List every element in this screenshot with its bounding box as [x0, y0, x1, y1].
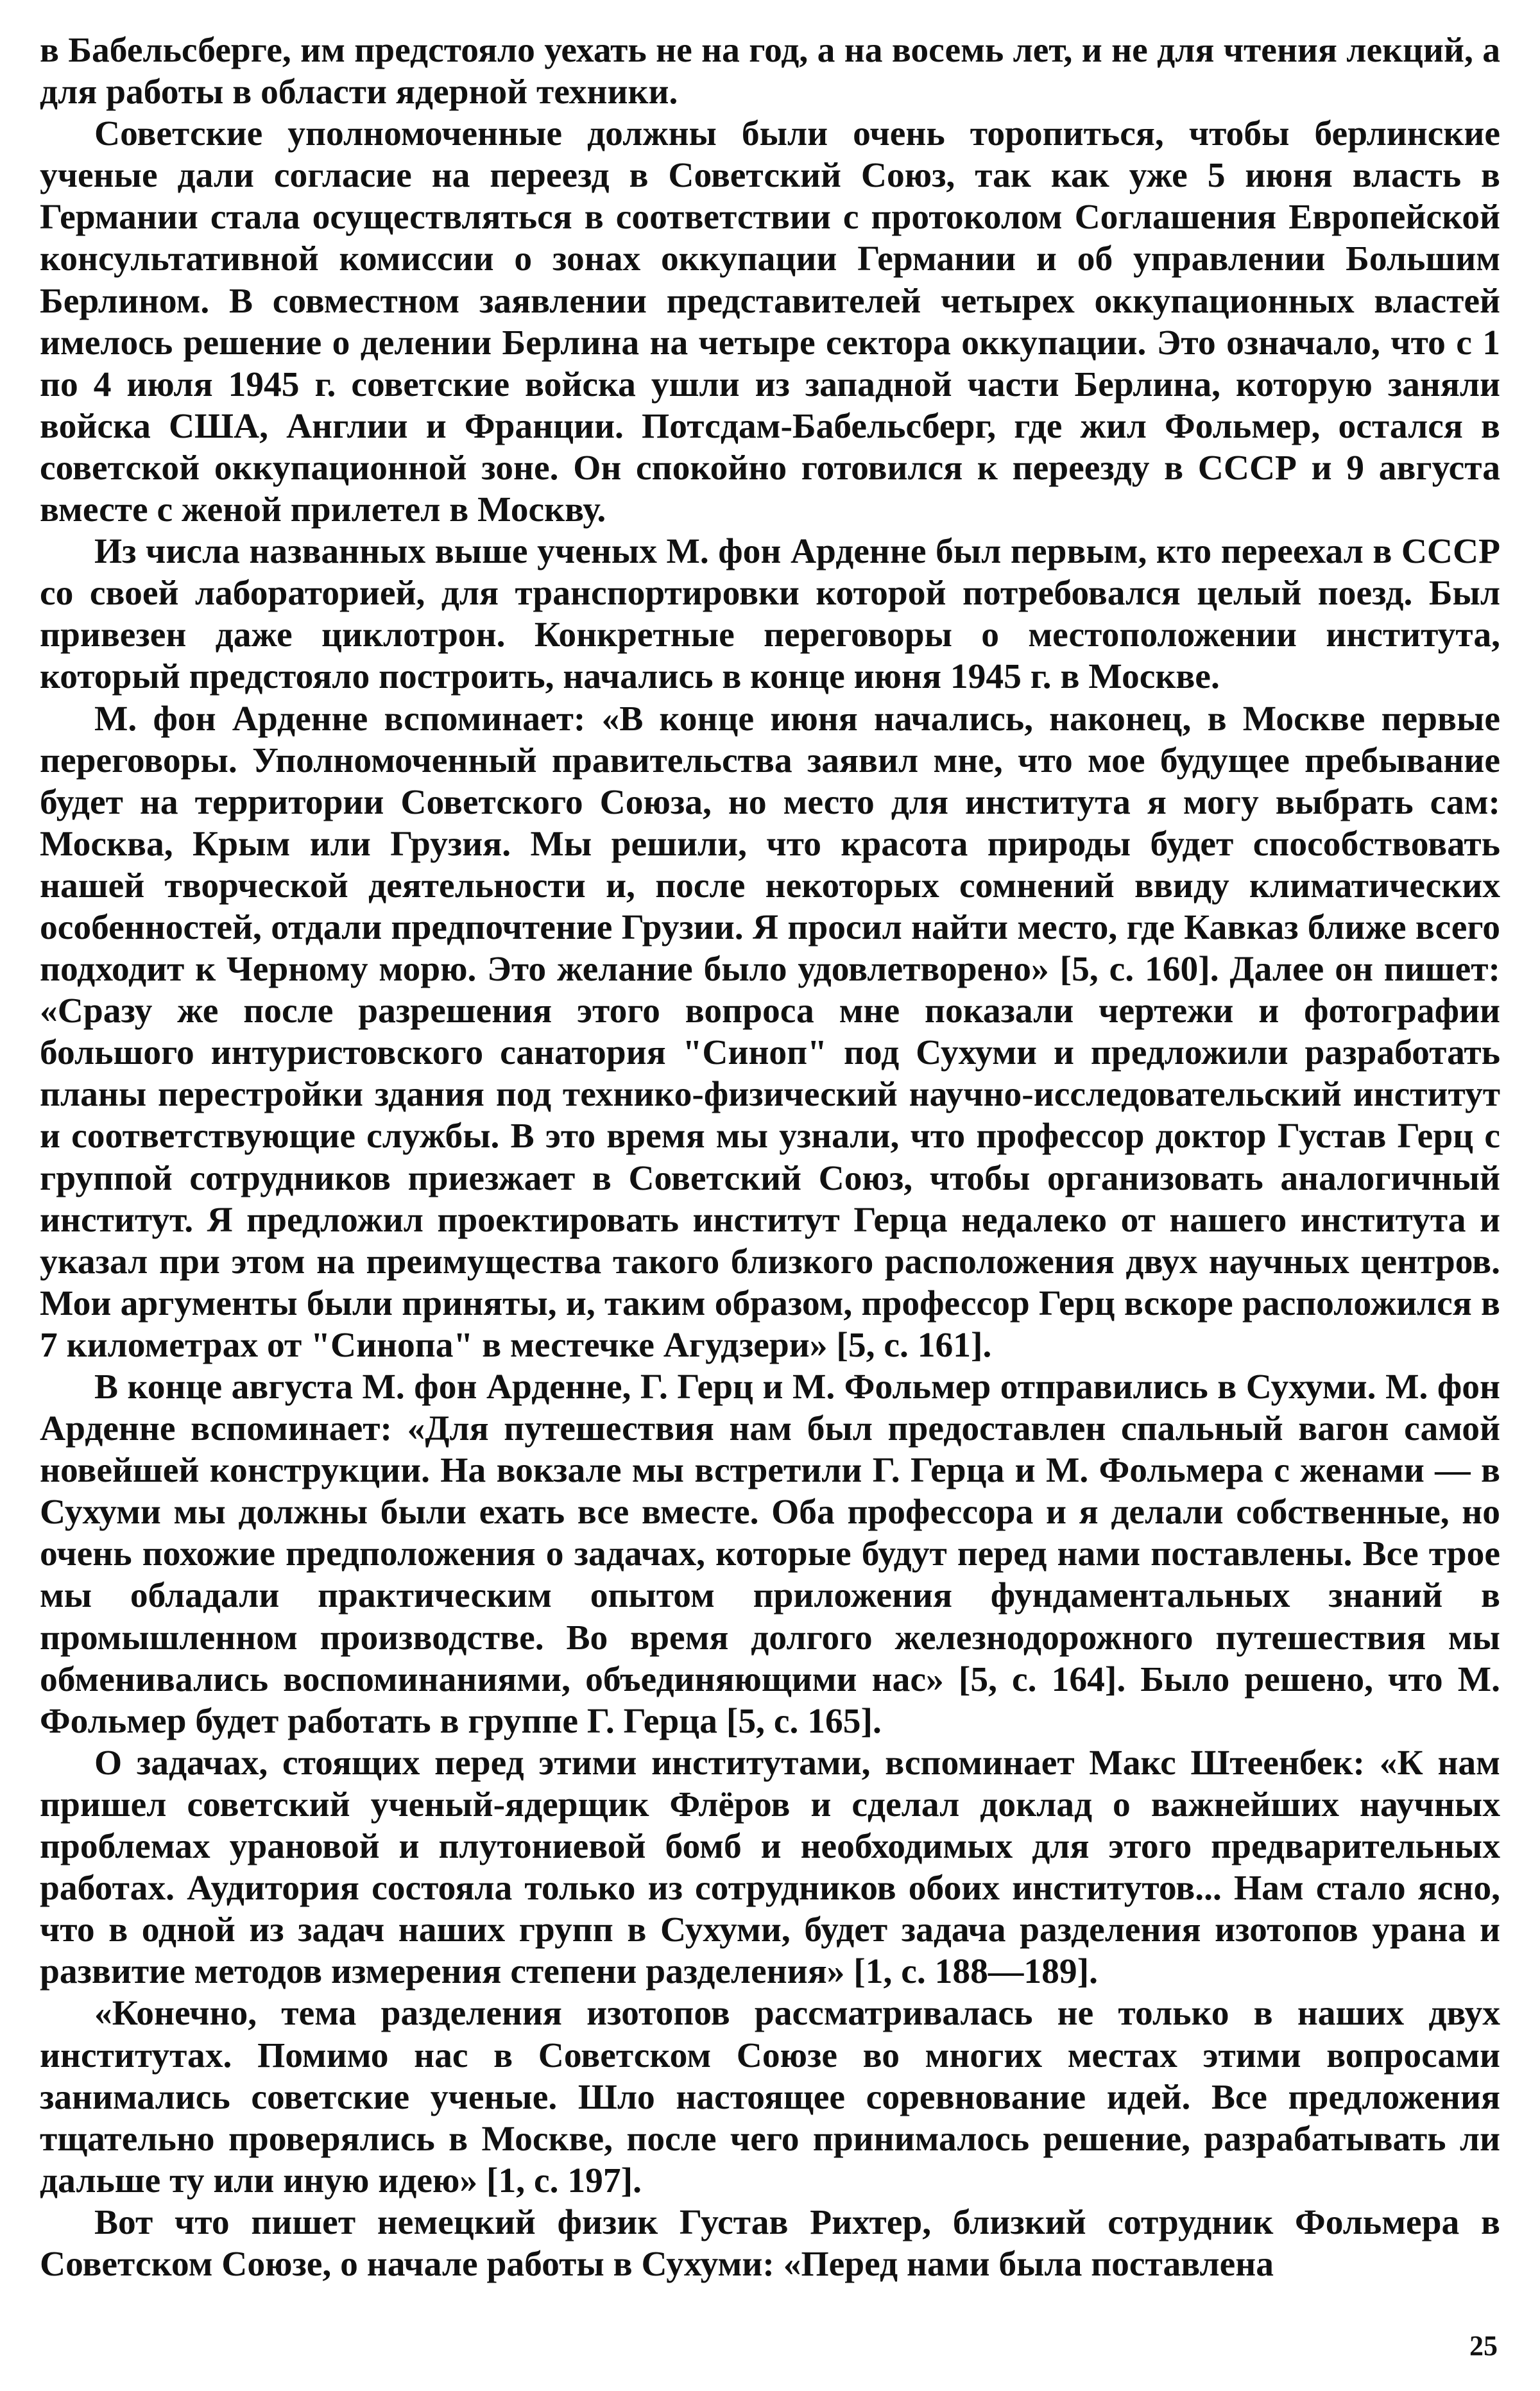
- paragraph: Вот что пишет немецкий физик Густав Рихтер, близкий сотрудник Фольмера в Советском Союзе, о начале работы в Сухуми: «Перед нами была поставлена: [40, 2202, 1500, 2284]
- paragraph: О задачах, стоящих перед этими институтами, вспоминает Макс Штеенбек: «К нам пришел советский ученый-ядерщик Флёров и сделал доклад о важнейших научных проблемах урановой и плутониевой бомб и необходимых для этого предварительных работах. Аудитория состояла только из сотрудников обоих институтов... Нам стало ясно, что в одной из задач наших групп в Сухуми, будет задача разделения изотопов урана и развитие методов измерения степени разделения» [1, с. 188—189].: [40, 1743, 1500, 1992]
- paragraph: «Конечно, тема разделения изотопов рассматривалась не только в наших двух институтах. Помимо нас в Советском Союзе во многих местах этими вопросами занимались советские ученые. Шло настоящее соревнование идей. Все предложения тщательно проверялись в Москве, после чего принималось решение, разрабатывать ли дальше ту или иную идею» [1, с. 197].: [40, 1994, 1500, 2200]
- page-body: [40, 30, 1500, 2285]
- paragraph: В конце августа М. фон Арденне, Г. Герц и М. Фольмер отправились в Сухуми. М. фон Арденне вспоминает: «Для путешествия нам был предоставлен спальный вагон самой новейшей конструкции. На вокзале мы встретили Г. Герца и М. Фольмера с женами — в Сухуми мы должны были ехать все вместе. Оба профессора и я делали собственные, но очень похожие предположения о задачах, которые будут перед нами поставлены. Все трое мы обладали практическим опытом приложения фундаментальных знаний в промышленном производстве. Во время долгого железнодорожного путешествия мы обменивались воспоминаниями, объединяющими нас» [5, с. 164]. Было решено, что М. Фольмер будет работать в группе Г. Герца [5, с. 165].: [40, 1367, 1500, 1741]
- paragraph: М. фон Арденне вспоминает: «В конце июня начались, наконец, в Москве первые переговоры. Уполномоченный правительства заявил мне, что мое будущее пребывание будет на территории Советского Союза, но место для института я могу выбрать сам: Москва, Крым или Грузия. Мы решили, что красота природы будет способствовать нашей творческой деятельности и, после некоторых сомнений ввиду климатических особенностей, отдали предпочтение Грузии. Я просил найти место, где Кавказ ближе всего подходит к Черному морю. Это желание было удовлетворено» [5, с. 160]. Далее он пишет: «Сразу же после разрешения этого вопроса мне показали чертежи и фотографии большого интуристовского санатория "Синоп" под Сухуми и предложили разработать планы перестройки здания под технико-физический научно-исследовательский институт и соответствующие службы. В это время мы узнали, что профессор доктор Густав Герц с группой сотрудников приезжает в Советский Союз, чтобы организовать аналогичный институт. Я предложил проектировать институт Герца недалеко от нашего института и указал при этом на преимущества такого близкого расположения двух научных центров. Мои аргументы были приняты, и, таким образом, профессор Герц вскоре расположился в 7 километрах от "Синопа" в местечке Агудзери» [5, с. 161].: [40, 699, 1500, 1365]
- paragraph: Из числа названных выше ученых М. фон Арденне был первым, кто переехал в СССР со своей лабораторией, для транспортировки которой потребовался целый поезд. Был привезен даже циклотрон. Конкретные переговоры о местоположении института, который предстояло построить, начались в конце июня 1945 г. в Москве.: [40, 532, 1500, 697]
- paragraph: в Бабельсберге, им предстояло уехать не на год, а на восемь лет, и не для чтения лекций, а для работы в области ядерной техники.: [40, 31, 1500, 112]
- page-number: 25: [1469, 2330, 1498, 2361]
- paragraph: Советские уполномоченные должны были очень торопиться, чтобы берлинские ученые дали согласие на переезд в Советский Союз, так как уже 5 июня власть в Германии стала осуществляться в соответствии с протоколом Соглашения Европейской консультативной комиссии о зонах оккупации Германии и об управлении Большим Берлином. В совместном заявлении представителей четырех оккупационных властей имелось решение о делении Берлина на четыре сектора оккупации. Это означало, что с 1 по 4 июля 1945 г. советские войска ушли из западной части Берлина, которую заняли войска США, Англии и Франции. Потсдам-Бабельсберг, где жил Фольмер, остался в советской оккупационной зоне. Он спокойно готовился к переезду в СССР и 9 августа вместе с женой прилетел в Москву.: [40, 114, 1500, 530]
